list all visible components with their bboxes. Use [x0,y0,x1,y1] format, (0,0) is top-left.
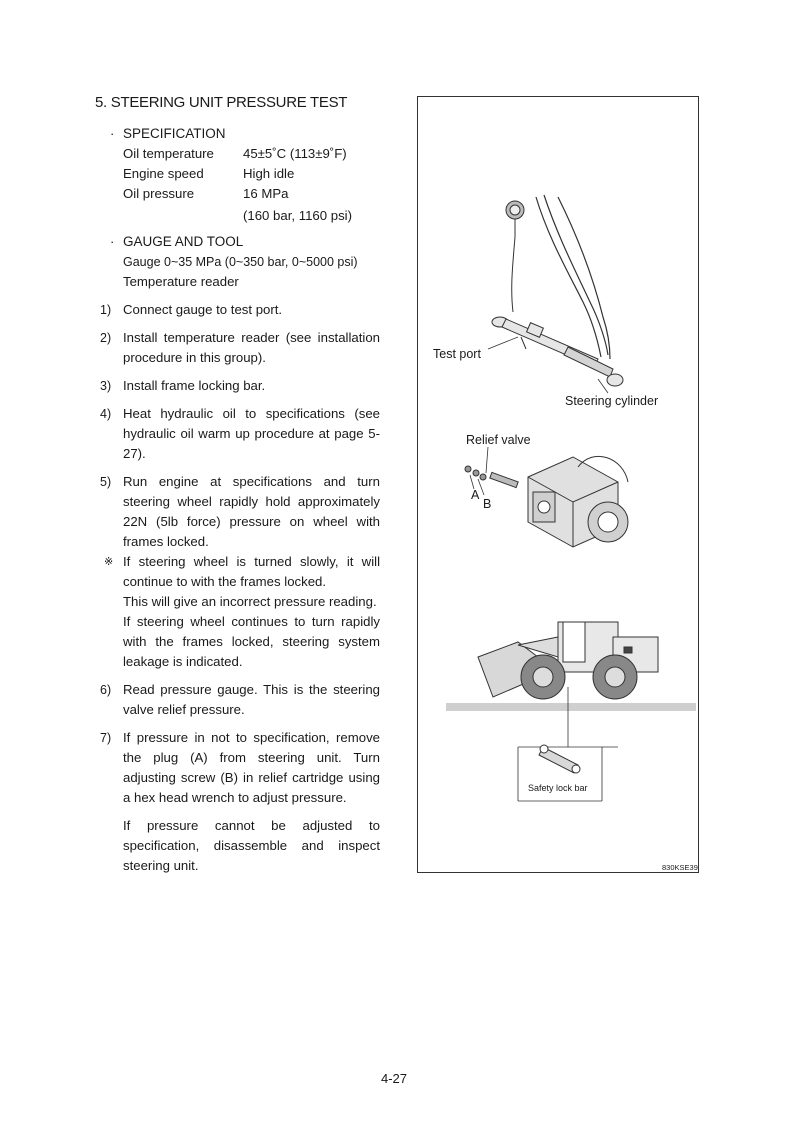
spec-value: 16 MPa [243,186,289,201]
bullet-dot-icon: · [110,126,115,141]
spec-label: Oil temperature [123,146,214,161]
step-number: 2) [100,331,112,345]
bullet-dot-icon: · [110,234,115,249]
steering-cylinder-icon [492,317,623,386]
spec-label [123,206,243,226]
step-item [100,472,380,552]
wheel-loader-icon [446,622,696,711]
step-number: 5) [100,475,112,489]
step-item [100,680,380,720]
text-column [100,124,380,876]
spec-value: 45±5˚C (113±9˚F) [243,146,347,161]
spec-row [123,206,380,226]
step-text: Connect gauge to test port. [123,302,283,317]
gauge-heading-row [110,232,380,252]
spec-row [123,164,380,184]
final-paragraph: If pressure cannot be adjusted to specification, disassemble and inspect steering unit. [123,818,380,873]
illustration-drawing [418,97,700,874]
safety-lock-bar-icon [539,745,580,773]
step-text: Read pressure gauge. This is the steering valve relief pressure. [123,682,380,717]
specification-heading: SPECIFICATION [123,126,226,141]
step-number: 6) [100,683,112,697]
specification-heading-row [110,124,380,144]
test-port-label: Test port [433,347,481,361]
gauge-heading: GAUGE AND TOOL [123,234,244,249]
step-item [100,328,380,368]
hydraulic-hose-icon [536,195,610,359]
spec-row [123,184,380,204]
spec-row [123,144,380,164]
gauge-line: Gauge 0~35 MPa (0~350 bar, 0~5000 psi) [123,255,358,269]
section-title: 5. STEERING UNIT PRESSURE TEST [95,94,348,111]
illustration-panel [417,96,699,873]
step-text: Heat hydraulic oil to specifications (see hydraulic oil warm up procedure at page 5-27). [123,406,380,461]
step-item [100,300,380,320]
spec-label: Oil pressure [123,186,195,201]
safety-lock-bar-label: Safety lock bar [528,783,588,793]
note-paragraph: This will give an incorrect pressure reading. [123,594,377,609]
step-text: Run engine at specifications and turn steering wheel rapidly hold approximately 22N (5lb force) pressure on wheel with frames locked. [123,474,380,549]
page-number: 4-27 [381,1071,408,1086]
steering-cylinder-label: Steering cylinder [565,394,659,408]
pressure-gauge-icon [506,201,524,312]
step-number: 4) [100,407,112,421]
label-a: A [471,488,480,502]
step-text: Install temperature reader (see installation procedure in this group). [123,330,380,365]
step-item [100,404,380,464]
spec-value: High idle [243,166,295,181]
note-block [100,552,380,672]
note-paragraph: If steering wheel continues to turn rapidly with the frames locked, steering system leakage is indicated. [123,614,380,669]
step-item [100,376,380,396]
note-paragraph: If steering wheel is turned slowly, it will continue to with the frames locked. [123,554,380,589]
step-number: 3) [100,379,112,393]
relief-valve-label: Relief valve [466,433,531,447]
label-b: B [483,497,492,511]
spec-label: Engine speed [123,166,204,181]
gauge-line: Temperature reader [123,274,239,289]
step-text: If pressure in not to specification, remove the plug (A) from steering unit. Turn adjusting screw (B) in relief cartridge using a hex head wrench to adjust pressure. [123,730,380,805]
step-item [100,728,380,808]
note-mark-icon: ※ [104,556,114,568]
note-body [123,552,380,672]
figure-code: 830KSE39 [662,863,698,872]
step-number: 1) [100,303,112,317]
step-text: Install frame locking bar. [123,378,266,393]
spec-value: (160 bar, 1160 psi) [243,208,352,223]
step-number: 7) [100,731,112,745]
specification-table [123,144,380,226]
